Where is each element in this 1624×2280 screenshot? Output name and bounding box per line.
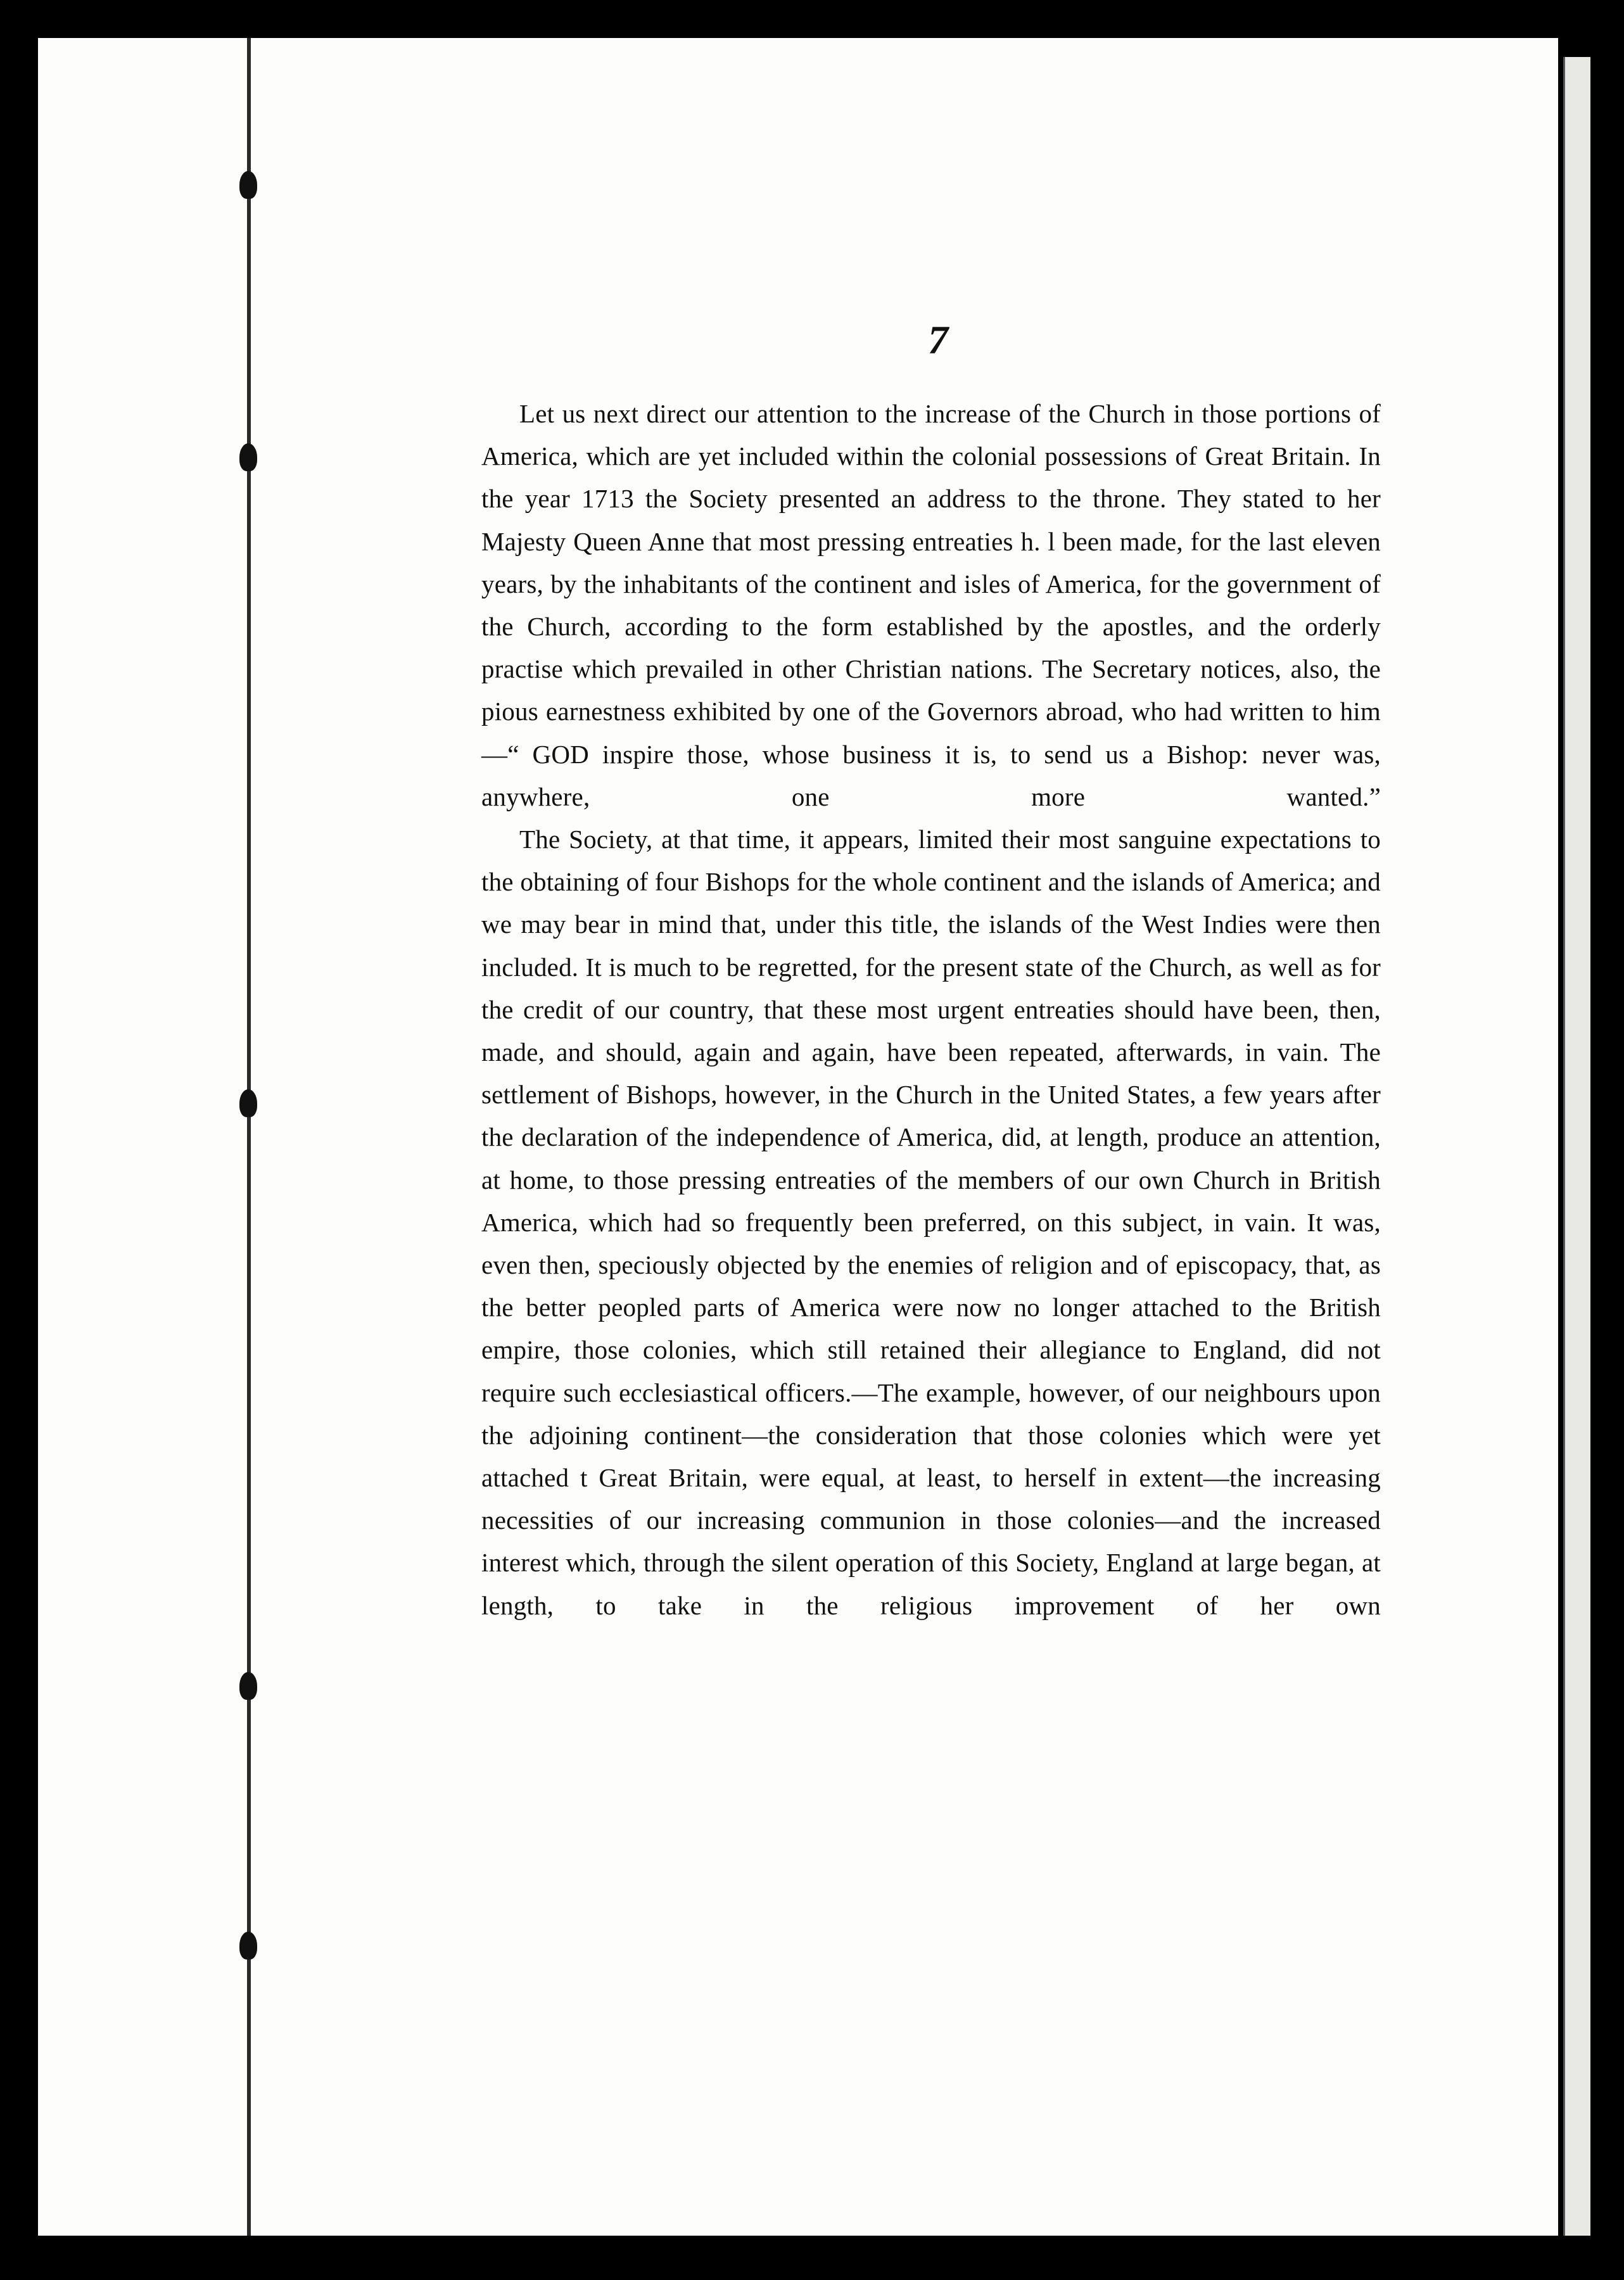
page-edge-stack xyxy=(1563,57,1590,2236)
page-number: 7 xyxy=(928,317,948,362)
paragraph: The Society, at that time, it appears, limited their most sanguine expectations to the obtaining of four Bishops for the whole continent and the islands of America; and we may bear in mind that, under this title, the islands of the West Indies were then included. It is much to be regretted, for the present state of the Church, as well as for the credit of our country, that these most urgent entreaties should have been, then, made, and should, again and again, have been repeated, afterwards, in vain. The settlement of Bishops, however, in the Church in the United States, a few years after the declaration of the independence of America, did, at length, produce an attention, at home, to those pressing entreaties of the members of our own Church in British America, which had so frequently been preferred, on this subject, in vain. It was, even then, speciously objected by the enemies of religion and of episcopacy, that, as the better peopled parts of America were now no longer attached to the British empire, those colonies, which still retained their allegiance to England, did not require such ecclesiastical officers.—The example, however, of our neighbours upon the adjoining continent—the consideration that those colonies which were yet attached t Great Britain, were equal, at least, to herself in extent—the increasing necessities of our increasing communion in those colonies—and the increased interest which, through the silent operation of this Society, England at large began, at length, to take in the religious improvement of her own xyxy=(481,825,1381,1620)
paragraph: Let us next direct our attention to the increase of the Church in those portions of America, which are yet included within the colonial possessions of Great Britain. In the year 1713 the Society presented an address to the throne. They stated to her Majesty Queen Anne that most pressing entreaties h. l been made, for the last eleven years, by the inhabitants of the continent and isles of America, for the government of the Church, according to the form established by the apostles, and the orderly practise which prevailed in other Christian nations. The Secretary notices, also, the pious earnestness exhibited by one of the Governors abroad, who had written to him—“ GOD inspire those, whose business it is, to send us a Bishop: never was, anywhere, one more wanted.” xyxy=(481,399,1381,811)
body-text xyxy=(481,393,1381,1627)
book-page xyxy=(38,38,1558,2236)
binding-stitch-mark xyxy=(239,443,257,471)
binding-stitch-mark xyxy=(239,1932,257,1960)
binding-stitch-mark xyxy=(239,1672,257,1700)
binding-stitch-mark xyxy=(239,1089,257,1117)
binding-gutter xyxy=(247,38,251,2236)
binding-stitch-mark xyxy=(239,171,257,199)
